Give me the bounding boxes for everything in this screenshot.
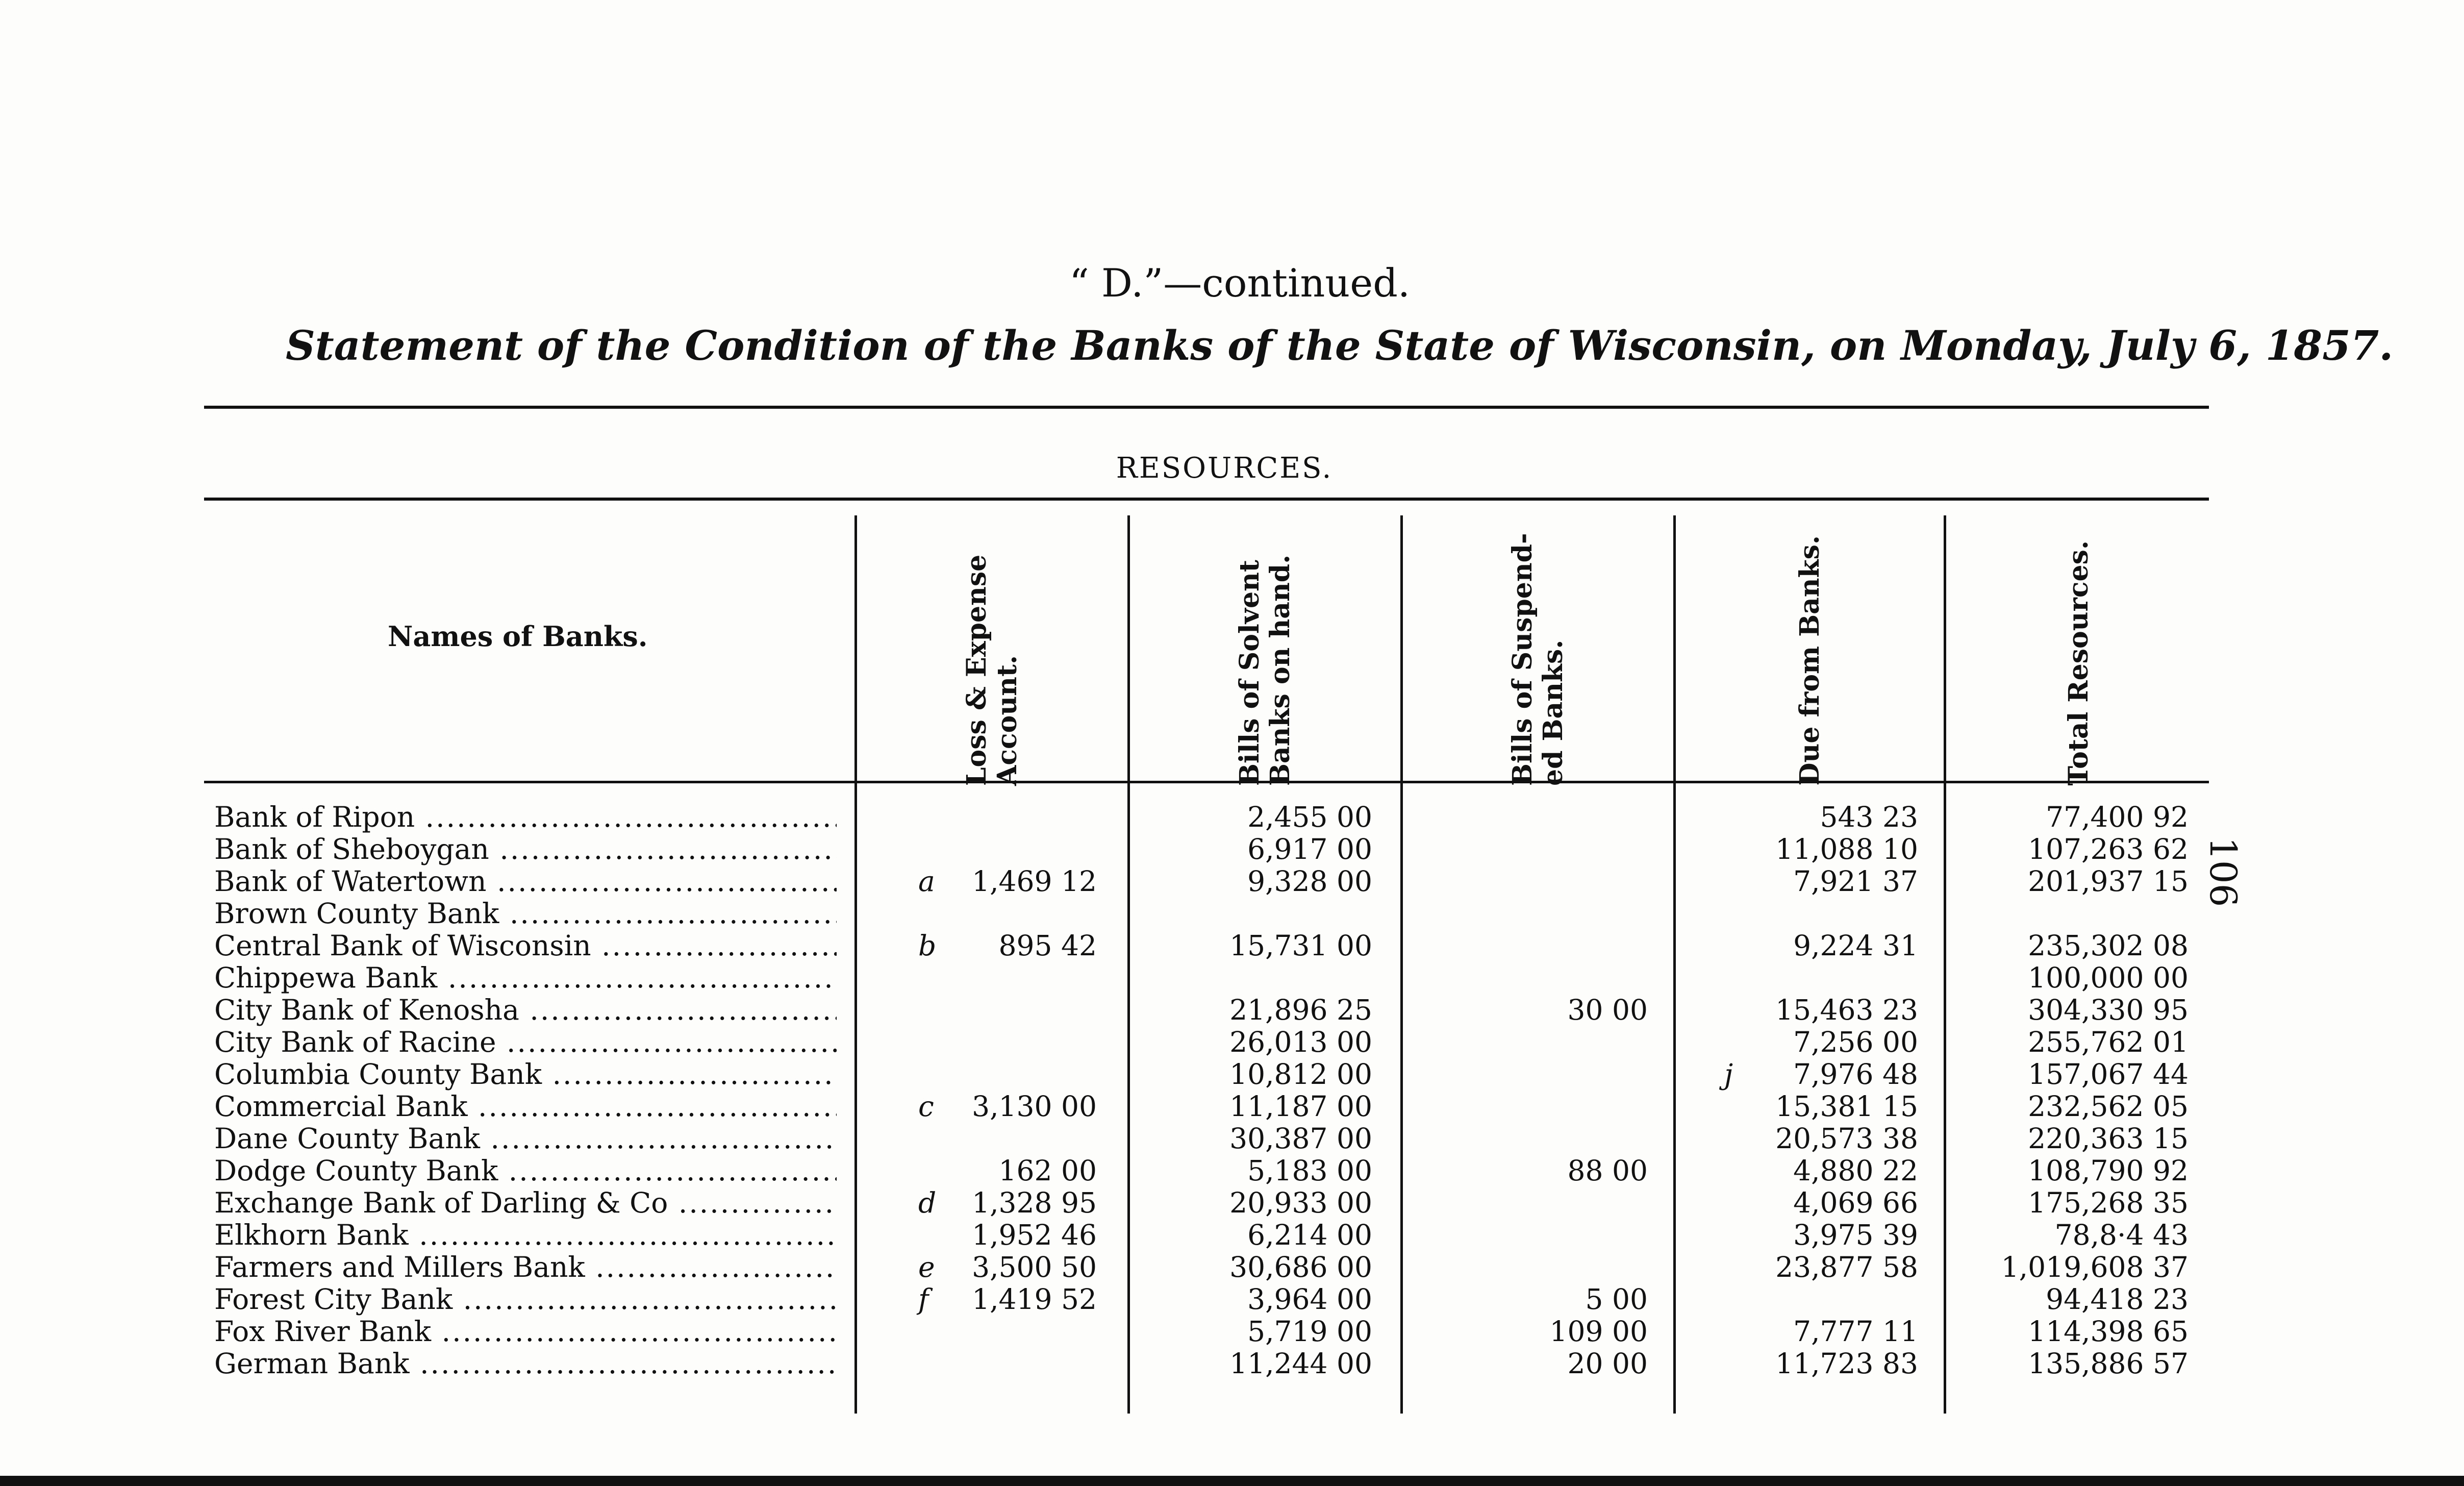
due-from-banks-value: 7,976 48	[1793, 1058, 1918, 1091]
total-resources-value: 232,562 05	[2028, 1090, 2189, 1123]
table-row	[0, 1348, 2464, 1380]
table-row	[0, 801, 2464, 833]
due-from-banks-value: 3,975 39	[1793, 1219, 1918, 1251]
bank-name: Bank of Watertown .....	[214, 865, 837, 898]
loss-expense-header: Loss & Expense Account.	[961, 554, 1023, 786]
bank-name: Exchange Bank of Darling & Co .....	[214, 1187, 837, 1219]
loss-expense-value: 1,419 52	[972, 1283, 1097, 1316]
due-from-banks-value: 9,224 31	[1793, 929, 1918, 962]
bank-name: Central Bank of Wisconsin .....	[214, 930, 837, 962]
solvent-bills-value: 9,328 00	[1247, 865, 1372, 898]
bank-name: Commercial Bank .....	[214, 1091, 837, 1123]
total-resources-value: 235,302 08	[2028, 929, 2189, 962]
table-row	[0, 1283, 2464, 1316]
total-resources-value: 94,418 23	[2046, 1283, 2189, 1316]
solvent-bills-value: 11,187 00	[1229, 1090, 1372, 1123]
suspended-bills-value: 30 00	[1567, 994, 1648, 1026]
footnote-marker: d	[918, 1186, 937, 1219]
footnote-marker: e	[918, 1251, 935, 1283]
bank-name: Elkhorn Bank .....	[214, 1219, 837, 1251]
bank-name: Fox River Bank .....	[214, 1316, 837, 1348]
suspended-bills-value: 5 00	[1585, 1283, 1648, 1316]
solvent-bills-value: 30,686 00	[1229, 1251, 1372, 1283]
suspended-bills-value: 88 00	[1567, 1154, 1648, 1187]
total-resources-value: 100,000 00	[2028, 961, 2189, 994]
due-from-banks-value: 7,256 00	[1793, 1026, 1918, 1058]
total-resources-value: 220,363 15	[2028, 1122, 2189, 1155]
bank-name: German Bank .....	[214, 1348, 837, 1380]
due-from-banks-value: 11,723 83	[1775, 1347, 1918, 1380]
table-row	[0, 1091, 2464, 1123]
loss-expense-value: 3,500 50	[972, 1251, 1097, 1283]
solvent-bills-value: 5,183 00	[1247, 1154, 1372, 1187]
total-resources-value: 304,330 95	[2028, 994, 2189, 1026]
loss-expense-value: 3,130 00	[972, 1090, 1097, 1123]
table-row	[0, 865, 2464, 898]
solvent-bills-value: 21,896 25	[1229, 994, 1372, 1026]
bank-name: Bank of Ripon .....	[214, 801, 837, 833]
due-from-banks-value: 11,088 10	[1775, 833, 1918, 865]
section-heading: RESOURCES.	[1116, 452, 1333, 485]
total-resources-value: 108,790 92	[2028, 1154, 2189, 1187]
due-from-banks-value: 15,381 15	[1775, 1090, 1918, 1123]
table-row	[0, 833, 2464, 865]
due-from-banks-value: 543 23	[1820, 801, 1918, 833]
bank-name: Chippewa Bank .....	[214, 962, 837, 994]
total-resources-value: 77,400 92	[2046, 801, 2189, 833]
table-row	[0, 1058, 2464, 1091]
total-resources-header: Total Resources.	[2063, 540, 2095, 786]
total-resources-value: 1,019,608 37	[2001, 1251, 2189, 1283]
due-from-banks-value: 23,877 58	[1775, 1251, 1918, 1283]
table-row	[0, 898, 2464, 930]
solvent-bills-value: 2,455 00	[1247, 801, 1372, 833]
table-row	[0, 930, 2464, 962]
solvent-bills-value: 20,933 00	[1229, 1186, 1372, 1219]
table-row	[0, 1155, 2464, 1187]
suspended-bills-value: 20 00	[1567, 1347, 1648, 1380]
table-row	[0, 994, 2464, 1026]
bank-name: City Bank of Kenosha .....	[214, 994, 837, 1026]
statement-title: Statement of the Condition of the Banks of the State of Wisconsin, on Monday, July 6, 1857.	[286, 321, 2394, 369]
names-of-banks-header: Names of Banks.	[388, 620, 648, 653]
footnote-marker: c	[918, 1090, 934, 1123]
footnote-marker: a	[918, 865, 935, 898]
total-resources-value: 175,268 35	[2028, 1186, 2189, 1219]
footnote-marker: b	[918, 929, 937, 962]
due-from-banks-value: 4,880 22	[1793, 1154, 1918, 1187]
due-from-banks-value: 15,463 23	[1775, 994, 1918, 1026]
bank-name: Dodge County Bank .....	[214, 1155, 837, 1187]
solvent-bills-value: 6,214 00	[1247, 1219, 1372, 1251]
table-row	[0, 1219, 2464, 1251]
loss-expense-value: 895 42	[998, 929, 1097, 962]
bank-table-body	[0, 801, 2464, 1380]
table-row	[0, 1187, 2464, 1219]
footnote-marker: f	[918, 1283, 929, 1316]
page-number: 106	[2202, 837, 2245, 907]
solvent-bills-value: 26,013 00	[1229, 1026, 1372, 1058]
bank-name: Brown County Bank .....	[214, 898, 837, 930]
solvent-bills-value: 5,719 00	[1247, 1315, 1372, 1348]
total-resources-value: 157,067 44	[2028, 1058, 2189, 1091]
due-from-banks-value: 7,777 11	[1793, 1315, 1918, 1348]
total-resources-value: 107,263 62	[2028, 833, 2189, 865]
bank-name: Farmers and Millers Bank .....	[214, 1251, 837, 1283]
continued-heading: “ D.”—continued.	[1069, 260, 1411, 306]
total-resources-value: 78,8·4 43	[2054, 1219, 2189, 1251]
table-row	[0, 1123, 2464, 1155]
total-resources-value: 255,762 01	[2028, 1026, 2189, 1058]
solvent-bills-value: 10,812 00	[1229, 1058, 1372, 1091]
solvent-bills-value: 11,244 00	[1229, 1347, 1372, 1380]
table-row	[0, 962, 2464, 994]
solvent-bills-value: 30,387 00	[1229, 1122, 1372, 1155]
footnote-marker: j	[1724, 1058, 1733, 1091]
due-from-banks-header: Due from Banks.	[1794, 535, 1825, 786]
due-from-banks-value: 4,069 66	[1793, 1186, 1918, 1219]
title-rule	[204, 406, 2209, 409]
solvent-bills-value: 15,731 00	[1229, 929, 1372, 962]
header-rule	[204, 498, 2209, 501]
suspended-bills-value: 109 00	[1549, 1315, 1648, 1348]
bank-name: Bank of Sheboygan .....	[214, 833, 837, 865]
table-row	[0, 1316, 2464, 1348]
loss-expense-value: 1,469 12	[972, 865, 1097, 898]
solvent-bills-header: Bills of Solvent Banks on hand.	[1234, 554, 1296, 786]
total-resources-value: 135,886 57	[2028, 1347, 2189, 1380]
bank-name: Dane County Bank .....	[214, 1123, 837, 1155]
total-resources-value: 201,937 15	[2028, 865, 2189, 898]
solvent-bills-value: 3,964 00	[1247, 1283, 1372, 1316]
bank-name: Forest City Bank .....	[214, 1283, 837, 1316]
loss-expense-value: 1,952 46	[972, 1219, 1097, 1251]
bank-name: Columbia County Bank .....	[214, 1058, 837, 1091]
due-from-banks-value: 7,921 37	[1793, 865, 1918, 898]
due-from-banks-value: 20,573 38	[1775, 1122, 1918, 1155]
solvent-bills-value: 6,917 00	[1247, 833, 1372, 865]
scan-edge	[0, 1476, 2464, 1486]
bank-name: City Bank of Racine .....	[214, 1026, 837, 1058]
suspended-bills-header: Bills of Suspend- ed Banks.	[1507, 533, 1569, 786]
total-resources-value: 114,398 65	[2028, 1315, 2189, 1348]
loss-expense-value: 162 00	[998, 1154, 1097, 1187]
table-row	[0, 1026, 2464, 1058]
loss-expense-value: 1,328 95	[972, 1186, 1097, 1219]
table-row	[0, 1251, 2464, 1283]
